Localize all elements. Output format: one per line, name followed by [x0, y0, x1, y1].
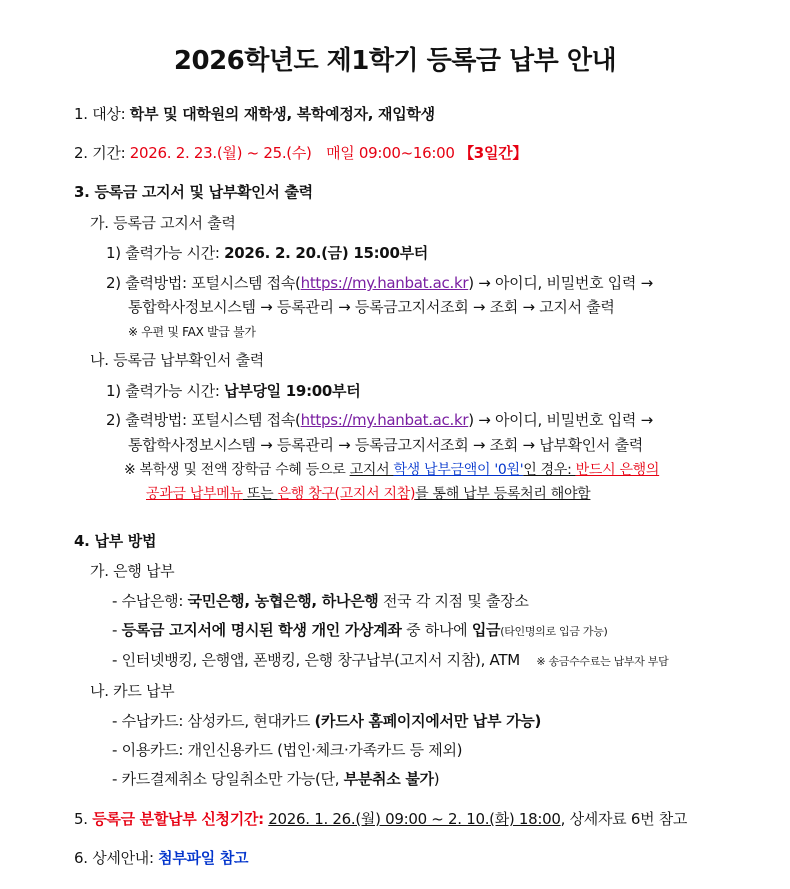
item-text: - 수납은행:: [112, 592, 188, 610]
item-text: 중 하나에: [401, 621, 472, 639]
section-1-number: 1.: [74, 105, 88, 123]
note-emphasis: 반드시 은행의: [575, 462, 660, 478]
section-4-ga-heading: 가. 은행 납부: [90, 562, 175, 580]
item-number: 1): [106, 244, 121, 262]
deposit-text: 입금: [471, 621, 501, 639]
bank-item-3: [112, 650, 668, 672]
item-text: 출력방법: 포털시스템 접속(: [125, 411, 301, 429]
note-text: ※ 복학생 및 전액 장학금 수혜 등으로: [124, 462, 350, 478]
item-note: (타인명의로 입금 가능): [500, 625, 608, 638]
section-3-na-item-2: [106, 410, 653, 430]
section-1-text: 학부 및 대학원의 재학생, 복학예정자, 재입학생: [129, 105, 435, 123]
note-text: 또는: [242, 486, 278, 502]
section-2-label: 기간:: [92, 144, 126, 162]
item-number: 1): [106, 382, 121, 400]
section-5-installment: [74, 809, 687, 829]
section-2-dates: 2026. 2. 23.(월) ~ 25.(수): [129, 144, 312, 162]
item-value: 납부당일 19:00부터: [224, 382, 361, 400]
item-text: ): [433, 770, 440, 788]
section-6-details: [74, 848, 248, 868]
section-3-na-item-1: [106, 381, 360, 401]
item-label: 출력가능 시간:: [125, 244, 220, 262]
section-5-tail: , 상세자료 6번 참고: [560, 810, 688, 828]
section-4-label: 납부 방법: [94, 532, 157, 550]
section-3-na-heading: 나. 등록금 납부확인서 출력: [90, 351, 264, 369]
portal-link[interactable]: https://my.hanbat.ac.kr: [300, 274, 469, 292]
item-number: 2): [106, 274, 121, 292]
bank-item-1: [112, 591, 529, 611]
section-2-days: 【3일간】: [459, 144, 528, 162]
section-2-time: 매일 09:00~16:00: [326, 144, 455, 162]
section-3-na-item-2-cont: 통합학사정보시스템 → 등록관리 → 등록금고지서조회 → 조회 → 납부확인서 출력: [128, 436, 643, 454]
item-text: ) → 아이디, 비밀번호 입력 →: [468, 274, 653, 292]
item-text: -: [112, 621, 122, 639]
virtual-account-text: 등록금 고지서에 명시된 학생 개인 가상계좌: [121, 621, 402, 639]
section-3-number: 3.: [74, 183, 90, 201]
bank-names: 국민은행, 농협은행, 하나은행: [187, 592, 379, 610]
item-text: ) → 아이디, 비밀번호 입력 →: [468, 411, 653, 429]
note-emphasis: 은행 창구(고지서 지참): [277, 486, 416, 502]
note-text: 인 경우:: [523, 462, 576, 478]
section-2-number: 2.: [74, 144, 88, 162]
section-1-label: 대상:: [92, 105, 126, 123]
section-4-number: 4.: [74, 532, 90, 550]
section-6-label: 상세안내:: [92, 849, 154, 867]
item-text: - 인터넷뱅킹, 은행앱, 폰뱅킹, 은행 창구납부(고지서 지참), ATM: [112, 651, 520, 669]
attachment-reference[interactable]: 첨부파일 참고: [158, 849, 249, 867]
section-2-period: [74, 143, 527, 163]
page-title: 2026학년도 제1학기 등록금 납부 안내: [173, 46, 617, 76]
section-3-ga-note: ※ 우편 및 FAX 발급 불가: [128, 325, 256, 339]
item-text: - 카드결제취소 당일취소만 가능(단,: [112, 770, 344, 788]
note-zero-amount: 학생 납부금액이 '0원': [393, 462, 524, 478]
section-3-ga-item-2-cont: 통합학사정보시스템 → 등록관리 → 등록금고지서조회 → 조회 → 고지서 출력: [128, 298, 615, 316]
partial-cancel-note: 부분취소 불가: [343, 770, 434, 788]
card-note: (카드사 홈페이지에서만 납부 가능): [314, 712, 542, 730]
section-3-ga-item-2: [106, 273, 653, 293]
section-3-ga-item-1: [106, 243, 428, 263]
item-label: 출력가능 시간:: [125, 382, 220, 400]
section-6-number: 6.: [74, 849, 88, 867]
note-text: 를 통해 납부 등록처리 해야함: [415, 486, 591, 502]
bank-item-2: [112, 620, 608, 642]
section-3-heading: [74, 182, 313, 202]
section-4-na-heading: 나. 카드 납부: [90, 682, 175, 700]
section-3-na-note-cont: [146, 484, 590, 504]
item-text: - 수납카드: 삼성카드, 현대카드: [112, 712, 315, 730]
note-emphasis: 공과금 납부메뉴: [146, 486, 243, 502]
section-5-label: 등록금 분할납부 신청기간:: [92, 810, 264, 828]
fee-note: ※ 송금수수료는 납부자 부담: [536, 655, 669, 668]
card-item-2: - 이용카드: 개인신용카드 (법인·체크·가족카드 등 제외): [112, 741, 463, 759]
section-3-label: 등록금 고지서 및 납부확인서 출력: [94, 183, 313, 201]
section-3-na-note: [124, 460, 659, 480]
card-item-1: [112, 711, 541, 731]
section-1-target: [74, 104, 435, 124]
item-text: 전국 각 지점 및 출장소: [378, 592, 529, 610]
section-4-heading: [74, 531, 156, 551]
card-item-3: [112, 769, 439, 789]
item-value: 2026. 2. 20.(금) 15:00부터: [224, 244, 428, 262]
note-text: 고지서: [349, 462, 394, 478]
item-text: 출력방법: 포털시스템 접속(: [125, 274, 301, 292]
portal-link[interactable]: https://my.hanbat.ac.kr: [300, 411, 469, 429]
section-5-period: 2026. 1. 26.(월) 09:00 ~ 2. 10.(화) 18:00: [268, 810, 561, 828]
section-3-ga-heading: 가. 등록금 고지서 출력: [90, 214, 236, 232]
section-5-number: 5.: [74, 810, 88, 828]
item-number: 2): [106, 411, 121, 429]
